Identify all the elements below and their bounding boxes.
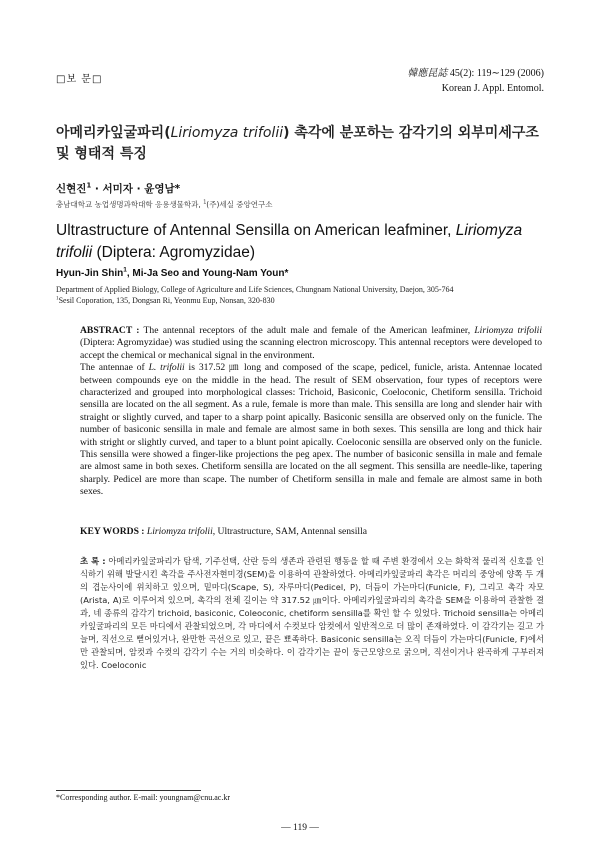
abstract-paragraph-2 xyxy=(80,362,542,498)
english-title-species: Liriomyza trifolii xyxy=(56,222,523,261)
corresponding-author-footnote: *Corresponding author. E-mail: youngnam@cnu.ac.kr xyxy=(56,793,230,802)
journal-name: 韓應昆誌 xyxy=(407,68,448,79)
keywords-species: Liriomyza trifolii xyxy=(146,526,213,537)
korean-abstract xyxy=(80,555,544,672)
english-affiliation-sup: 1 xyxy=(56,295,59,302)
keywords xyxy=(80,526,542,537)
abstract-p2-a: The antennae of xyxy=(80,362,149,374)
korean-title xyxy=(56,123,546,165)
korean-title-post: ) 촉각에 분포하는 감각기의 외부미세구조 및 형태적 특징 xyxy=(56,125,539,162)
english-title xyxy=(56,220,546,264)
english-authors xyxy=(56,268,288,279)
abstract-p1-species: Liriomyza trifolii xyxy=(474,325,542,336)
english-authors-rest: , Mi-Ja Seo and Young-Nam Youn* xyxy=(126,268,289,279)
korean-title-species: Liriomyza trifolii xyxy=(170,125,284,141)
journal-header xyxy=(407,66,544,96)
abstract-p1-a: The antennal receptors of the adult male and female of the American leafminer, xyxy=(139,325,475,336)
abstract-p2-b: is 317.52 ㎛ long and composed of the scape, pedicel, funicle, arista. Antennae located between compounds eye on the middle in the head. The result of SEM observation, four types of receptors were characterized and grouped into morphological classes: Trichoid, Basiconic, Coeloconic, Chetiform sensilla. Trichoid sensilla are located on the all segment. As a rule, female is more than male. This sensilla are long and slender hair with straight or slightly curved, and taper to a sharp point apically. Basiconic sensilla are observed only on the funicle. The number of basiconic sensilla in male and female are almost same in both sexes. This sensilla are long and thick hair with stright or slightly curved, and taper to a blunt point apically. Coeloconic sensilla are observed only on the funicle. This sensilla were showed a finger-like projections the peg apex. The number of basiconic sensilla in male and female are almost same in both sexes. Chetiform sensilla are located on the all segment. This sensilla are needle-like, tapering sharply. Pedicel are more than scape. The number of Chetiform sensilla in male and female are almost same in both sexes. xyxy=(80,362,542,498)
korean-affiliation-main: 충남대학교 농업생명과학대학 응용생물학과, xyxy=(56,200,204,209)
english-title-main: Ultrastructure of Antennal Sensilla on American leafminer, xyxy=(56,222,456,239)
abstract-p2-species: L. trifolii xyxy=(148,362,185,374)
korean-author-1: 신현진 xyxy=(56,183,87,195)
footnote-divider xyxy=(56,790,201,791)
journal-citation xyxy=(407,66,544,81)
abstract xyxy=(80,325,542,499)
abstract-p1-b: (Diptera: Agromyzidae) was studied using the scanning electron microscopy. This antennal receptors were developed to accept the chemical or mechanical signal in the environment. xyxy=(80,337,542,361)
journal-english-name: Korean J. Appl. Entomol. xyxy=(441,83,544,94)
keywords-rest: , Ultrastructure, SAM, Antennal sensilla xyxy=(212,526,368,537)
keywords-label: KEY WORDS : xyxy=(80,526,145,537)
english-affiliation-line2 xyxy=(56,295,454,306)
english-affiliation xyxy=(56,284,454,306)
korean-affiliation-second: (주)세실 중앙연구소 xyxy=(206,200,273,209)
korean-affiliation xyxy=(56,199,273,210)
abstract-label: ABSTRACT : xyxy=(80,325,140,336)
english-title-post: (Diptera: Agromyzidae) xyxy=(92,244,255,261)
english-author-1: Hyun-Jin Shin xyxy=(56,268,124,279)
page-number: — 119 — xyxy=(281,823,319,833)
korean-authors-rest: · 서미자 · 윤영남* xyxy=(91,183,181,195)
english-affiliation-line2-text: Sesil Coporation, 135, Dongsan Ri, Yeonmu Eup, Nonsan, 320-830 xyxy=(58,296,275,305)
korean-author-1-sup: 1 xyxy=(86,181,92,190)
korean-affiliation-sup: 1 xyxy=(203,199,207,206)
journal-volume: 45(2): 119∼129 (2006) xyxy=(447,68,544,79)
article-type-label: □보 문□ xyxy=(56,74,103,85)
abstract-paragraph-1 xyxy=(80,325,542,362)
korean-authors xyxy=(56,181,180,196)
korean-title-pre: 아메리카잎굴파리( xyxy=(56,125,171,141)
english-affiliation-line1: Department of Applied Biology, College of Agriculture and Life Sciences, Chungnam National University, Daejon, 305-764 xyxy=(56,285,454,294)
korean-abstract-text: 아메리카잎굴파리가 탐색, 기주선택, 산란 등의 생존과 관련된 행동을 할 때 주변 환경에서 오는 화학적 물리적 신호를 인식하기 위해 발달시킨 촉각을 주사전자현미경(SEM)을 이용하여 관찰하였다. 아메리카잎굴파리 촉각은 머리의 중앙에 양쪽 두 개의 겹눈사이에 위치하고 있으며, 밑마디(Scape, S), 자루마디(Pedicel, P), 더듬이 가는마디(Funicle, F), 그리고 촉각 자모(Arista, A)로 이루어져 있으며, 촉각의 전체 길이는 약 317.52 ㎛이다. 아메리카잎굴파리의 촉각을 SEM을 이용하여 관찰한 결과, 네 종류의 감각기 trichoid, basiconic, Coleoconic, chetiform sensilla를 확인 할 수 있었다. Trichoid sensilla는 아메리카잎굴파리의 모든 마디에서 관찰되었으며, 각 마디에서 수컷보다 암컷에서 일반적으로 더 많이 존재하였다. 이 감각기는 길고 가늘며, 직선으로 뻗어있거나, 완만한 곡선으로 있고, 끝은 뾰족하다. Basiconic sensilla는 오직 더듬이 가는마디(Funicle, F)에서만 관찰되며, 암컷과 수컷의 감각기 수는 거의 비슷하다. 이 감각기는 끝이 둥근모양으로 굵으며, 직선이거나 완곡하게 구부러져 있다. Coeloconic xyxy=(80,556,545,670)
english-author-1-sup: 1 xyxy=(123,266,127,274)
korean-abstract-label: 초 록 : xyxy=(80,556,106,566)
